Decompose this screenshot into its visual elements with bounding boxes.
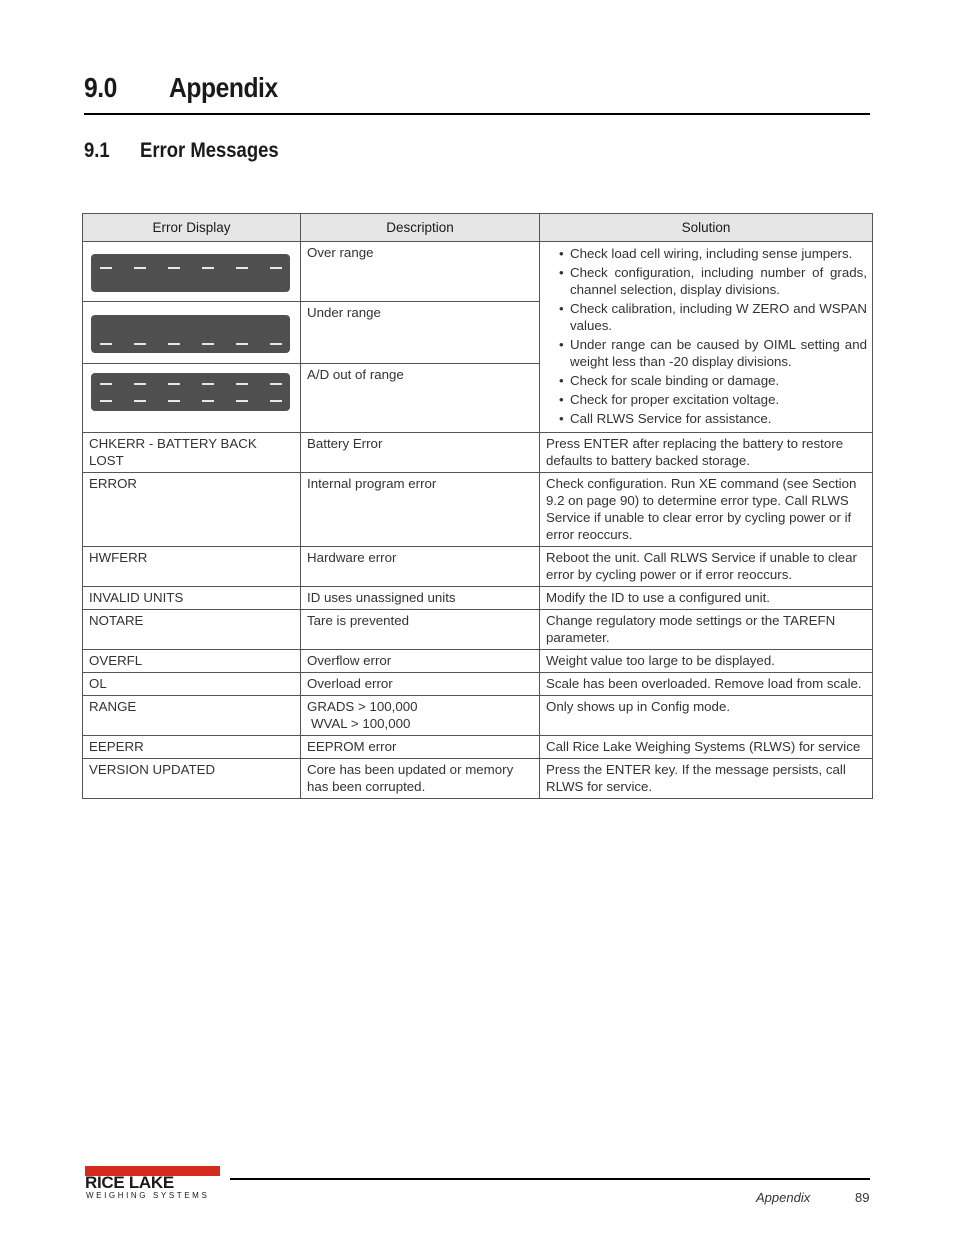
list-item: • Check configuration, including number of grads, channel selection, display divisions. — [546, 264, 867, 298]
logo-text: RICE LAKE — [85, 1173, 174, 1192]
description-cell: Overflow error — [301, 650, 540, 673]
table-row — [83, 673, 873, 696]
solution-cell: Weight value too large to be displayed. — [540, 650, 873, 673]
solution-cell: Call Rice Lake Weighing Systems (RLWS) for service — [540, 736, 873, 759]
lcd-dash — [134, 267, 146, 269]
lcd-dash — [168, 383, 180, 385]
list-item: • Under range can be caused by OIML setting and weight less than -20 display divisions. — [546, 336, 867, 370]
page-number: 89 — [855, 1190, 870, 1205]
error-display-cell: EEPERR — [83, 736, 301, 759]
table-row — [83, 759, 873, 799]
lcd-dash — [100, 400, 112, 402]
description-cell: Overload error — [301, 673, 540, 696]
description-cell: Core has been updated or memory has been corrupted. — [301, 759, 540, 799]
lcd-dash — [202, 343, 214, 345]
lcd-dashes-bottom-icon — [91, 315, 290, 353]
footer-section-name: Appendix — [756, 1190, 811, 1205]
error-display-cell: HWFERR — [83, 547, 301, 587]
list-item: • Check load cell wiring, including sense jumpers. — [546, 245, 867, 262]
error-display-cell: INVALID UNITS — [83, 587, 301, 610]
table-row — [83, 242, 873, 302]
lcd-dash — [168, 267, 180, 269]
lcd-dash — [236, 267, 248, 269]
lcd-dash — [270, 343, 282, 345]
solution-cell: Press ENTER after replacing the battery to restore defaults to battery backed storage. — [540, 433, 873, 473]
lcd-dash — [236, 383, 248, 385]
error-display-cell: OL — [83, 673, 301, 696]
rice-lake-logo — [85, 1166, 221, 1202]
lcd-dash — [270, 383, 282, 385]
solution-cell: Only shows up in Config mode. — [540, 696, 873, 736]
lcd-dash — [270, 267, 282, 269]
lcd-dash — [134, 383, 146, 385]
description-cell — [301, 696, 540, 736]
lcd-dashes-top-icon — [91, 254, 290, 292]
lcd-dash — [168, 343, 180, 345]
description-cell: Hardware error — [301, 547, 540, 587]
table-row — [83, 473, 873, 547]
lcd-dash — [270, 400, 282, 402]
lcd-dash — [236, 400, 248, 402]
header-solution: Solution — [540, 214, 873, 242]
section-number: 9.1 — [84, 139, 110, 162]
description-cell: Over range — [301, 242, 540, 302]
error-display-cell: CHKERR - BATTERY BACK LOST — [83, 433, 301, 473]
header-error-display: Error Display — [83, 214, 301, 242]
solution-cell: Check configuration. Run XE command (see Section 9.2 on page 90) to determine error type. Call RLWS Service if unable to clear error by cycling power or if error reoccurs. — [540, 473, 873, 547]
solution-cell: Reboot the unit. Call RLWS Service if unable to clear error by cycling power or if error reoccurs. — [540, 547, 873, 587]
solution-cell: Press the ENTER key. If the message persists, call RLWS for service. — [540, 759, 873, 799]
description-cell: Internal program error — [301, 473, 540, 547]
lcd-dash — [236, 343, 248, 345]
list-item: • Check for proper excitation voltage. — [546, 391, 867, 408]
description-cell: Under range — [301, 302, 540, 364]
lcd-dash — [202, 267, 214, 269]
chapter-title: Appendix — [169, 72, 278, 103]
table-row — [83, 610, 873, 650]
table-row — [83, 736, 873, 759]
error-display-cell: NOTARE — [83, 610, 301, 650]
table-row — [83, 433, 873, 473]
table-row — [83, 650, 873, 673]
lcd-dash — [100, 343, 112, 345]
table-row — [83, 696, 873, 736]
error-display-cell: VERSION UPDATED — [83, 759, 301, 799]
solution-cell: Scale has been overloaded. Remove load from scale. — [540, 673, 873, 696]
solution-cell: Modify the ID to use a configured unit. — [540, 587, 873, 610]
description-cell: Tare is prevented — [301, 610, 540, 650]
error-messages-table — [82, 213, 873, 799]
description-cell: A/D out of range — [301, 364, 540, 433]
lcd-dash — [100, 267, 112, 269]
section-title: Error Messages — [140, 139, 279, 162]
lcd-dash — [134, 343, 146, 345]
description-cell: EEPROM error — [301, 736, 540, 759]
error-display-cell: OVERFL — [83, 650, 301, 673]
error-display-cell — [83, 302, 301, 364]
error-display-cell — [83, 242, 301, 302]
list-item: • Check calibration, including W ZERO and WSPAN values. — [546, 300, 867, 334]
error-display-cell: RANGE — [83, 696, 301, 736]
description-line: WVAL > 100,000 — [311, 716, 411, 731]
chapter-number: 9.0 — [84, 72, 117, 103]
error-display-cell: ERROR — [83, 473, 301, 547]
lcd-dashes-both-icon — [91, 373, 290, 411]
range-solution-list — [546, 244, 867, 427]
lcd-dash — [202, 383, 214, 385]
chapter-heading — [84, 72, 870, 115]
list-item: • Check for scale binding or damage. — [546, 372, 867, 389]
table-header-row — [83, 214, 873, 242]
lcd-dash — [202, 400, 214, 402]
table-row — [83, 547, 873, 587]
solution-cell — [540, 242, 873, 433]
description-cell: Battery Error — [301, 433, 540, 473]
lcd-dash — [134, 400, 146, 402]
error-display-cell — [83, 364, 301, 433]
table-row — [83, 587, 873, 610]
lcd-dash — [100, 383, 112, 385]
logo-subtext: WEIGHING SYSTEMS — [86, 1191, 210, 1200]
header-description: Description — [301, 214, 540, 242]
lcd-dash — [168, 400, 180, 402]
description-cell: ID uses unassigned units — [301, 587, 540, 610]
description-line: GRADS > 100,000 — [307, 699, 418, 714]
list-item: • Call RLWS Service for assistance. — [546, 410, 867, 427]
footer-divider — [230, 1178, 870, 1180]
solution-cell: Change regulatory mode settings or the TAREFN parameter. — [540, 610, 873, 650]
